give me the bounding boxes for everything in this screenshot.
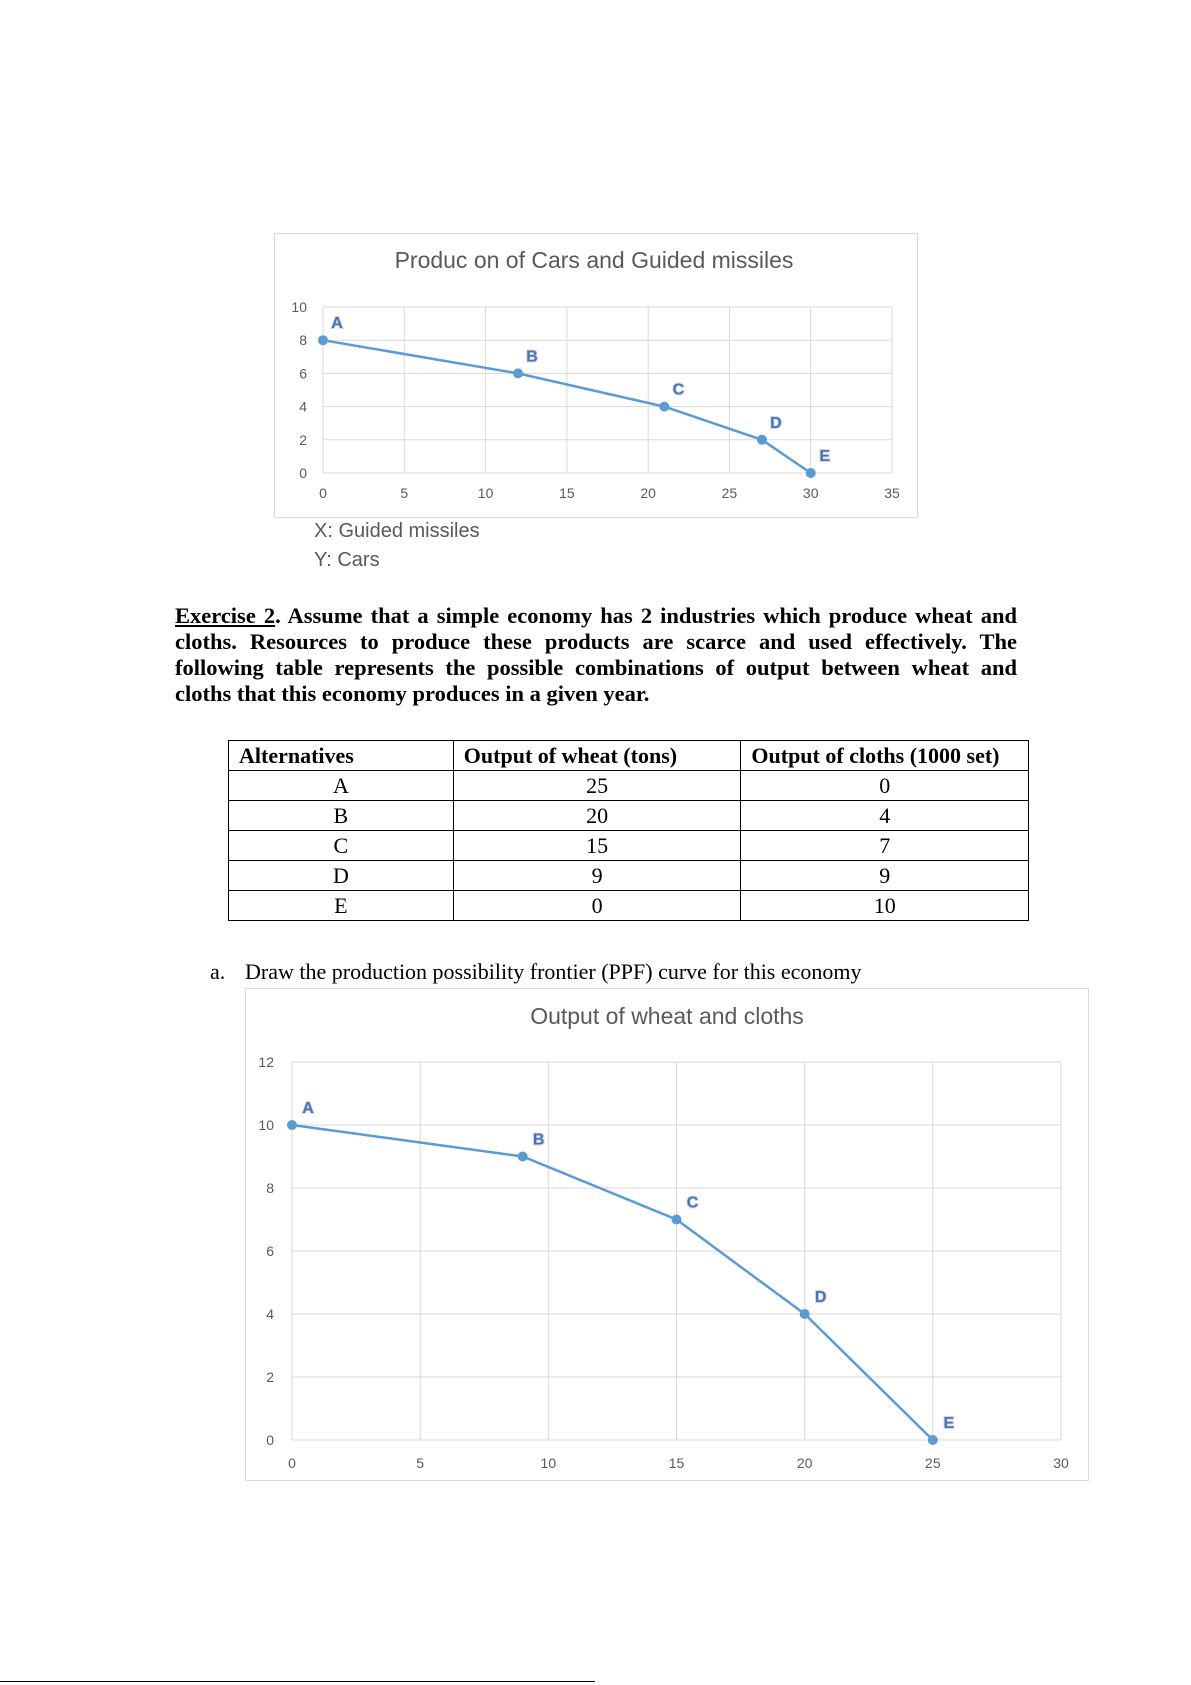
cell-cloths: 7: [741, 831, 1029, 861]
point-label-a: A: [302, 1100, 314, 1117]
x-tick-label: 35: [884, 485, 900, 501]
question-text: Draw the production possibility frontier (PPF) curve for this economy: [245, 959, 862, 984]
cell-alternative: C: [229, 831, 454, 861]
point-label-d: D: [770, 414, 782, 432]
question-number: a.: [210, 959, 226, 984]
cell-cloths: 4: [741, 801, 1029, 831]
chart-title: Produc on of Cars and Guided missiles: [394, 247, 794, 273]
x-tick-label: 0: [319, 485, 327, 501]
point-label-c: C: [686, 1194, 699, 1212]
y-tick-label: 0: [266, 1432, 274, 1448]
x-tick-label: 30: [1053, 1455, 1069, 1471]
header-alternatives: Alternatives: [229, 741, 454, 771]
y-tick-label: 6: [266, 1243, 274, 1259]
x-tick-label: 10: [477, 485, 494, 501]
x-tick-label: 25: [925, 1455, 941, 1471]
cell-alternative: A: [229, 771, 454, 801]
point-label-b: B: [532, 1131, 545, 1149]
table-row: [229, 861, 1029, 891]
data-point-b: [513, 368, 523, 378]
x-tick-label: 15: [559, 485, 575, 501]
data-point-c: [659, 402, 669, 412]
x-tick-label: 20: [796, 1455, 813, 1471]
y-tick-label: 2: [299, 431, 307, 448]
y-tick-label: 10: [258, 1117, 274, 1133]
chart1-y-note: Y: Cars: [314, 549, 380, 571]
x-tick-label: 10: [540, 1455, 557, 1471]
cell-cloths: 0: [741, 771, 1029, 801]
exercise-text: . Assume that a simple economy has 2 industries which produce wheat and cloths. Resources to produce these products are scarce and used effectively. The following table represents the possible combinations of output between wheat and cloths that this economy produces in a given year.: [175, 603, 1017, 706]
y-tick-label: 12: [258, 1054, 274, 1070]
x-tick-label: 20: [640, 485, 656, 501]
point-label-a: A: [331, 315, 343, 333]
data-point-c: [672, 1215, 682, 1225]
point-label-b: B: [526, 348, 538, 366]
table-row: [229, 891, 1029, 921]
header-cloths: Output of cloths (1000 set): [741, 741, 1029, 771]
point-label-c: C: [672, 381, 685, 399]
y-tick-label: 6: [299, 365, 307, 382]
data-point-b: [518, 1152, 528, 1162]
data-point-a: [287, 1120, 297, 1130]
cell-alternative: B: [229, 801, 454, 831]
x-tick-label: 5: [400, 485, 409, 501]
exercise-label: Exercise 2: [175, 603, 276, 628]
table-row: [229, 801, 1029, 831]
cell-wheat: 9: [453, 861, 741, 891]
y-tick-label: 8: [299, 332, 307, 349]
data-point-e: [806, 468, 816, 478]
x-tick-label: 15: [668, 1455, 685, 1471]
footer-divider: [0, 1681, 595, 1682]
table-header-row: [229, 741, 1029, 771]
cell-wheat: 0: [453, 891, 741, 921]
chart-cars-missiles: [274, 233, 918, 518]
point-label-d: D: [814, 1289, 827, 1306]
y-tick-label: 4: [266, 1306, 274, 1322]
cell-wheat: 25: [453, 771, 741, 801]
chart-cars-missiles-svg: [275, 234, 917, 517]
y-tick-label: 2: [266, 1369, 274, 1385]
point-label-e: E: [943, 1415, 955, 1432]
series-line: [292, 1125, 933, 1440]
table-row: [229, 771, 1029, 801]
x-tick-label: 25: [721, 485, 738, 501]
point-label-e: E: [819, 448, 831, 465]
chart-wheat-cloths: [245, 988, 1089, 1481]
exercise-paragraph: [175, 603, 1017, 707]
cell-alternative: D: [229, 861, 454, 891]
data-point-e: [928, 1435, 938, 1445]
header-wheat: Output of wheat (tons): [453, 741, 741, 771]
y-tick-label: 10: [291, 299, 307, 315]
y-tick-label: 0: [299, 465, 307, 481]
chart1-x-note: X: Guided missiles: [314, 520, 480, 542]
output-table: [228, 740, 1029, 921]
cell-wheat: 20: [453, 801, 741, 831]
x-tick-label: 30: [802, 485, 819, 501]
cell-cloths: 10: [741, 891, 1029, 921]
chart-wheat-cloths-svg: [246, 989, 1088, 1480]
data-point-a: [318, 335, 328, 345]
cell-alternative: E: [229, 891, 454, 921]
cell-cloths: 9: [741, 861, 1029, 891]
question-a: [210, 959, 862, 985]
chart-title: Output of wheat and cloths: [530, 1003, 804, 1029]
data-point-d: [757, 435, 767, 445]
y-tick-label: 8: [266, 1180, 274, 1196]
x-tick-label: 0: [288, 1455, 296, 1471]
cell-wheat: 15: [453, 831, 741, 861]
x-tick-label: 5: [416, 1455, 425, 1471]
table-row: [229, 831, 1029, 861]
y-tick-label: 4: [299, 398, 307, 415]
data-point-d: [800, 1309, 810, 1319]
